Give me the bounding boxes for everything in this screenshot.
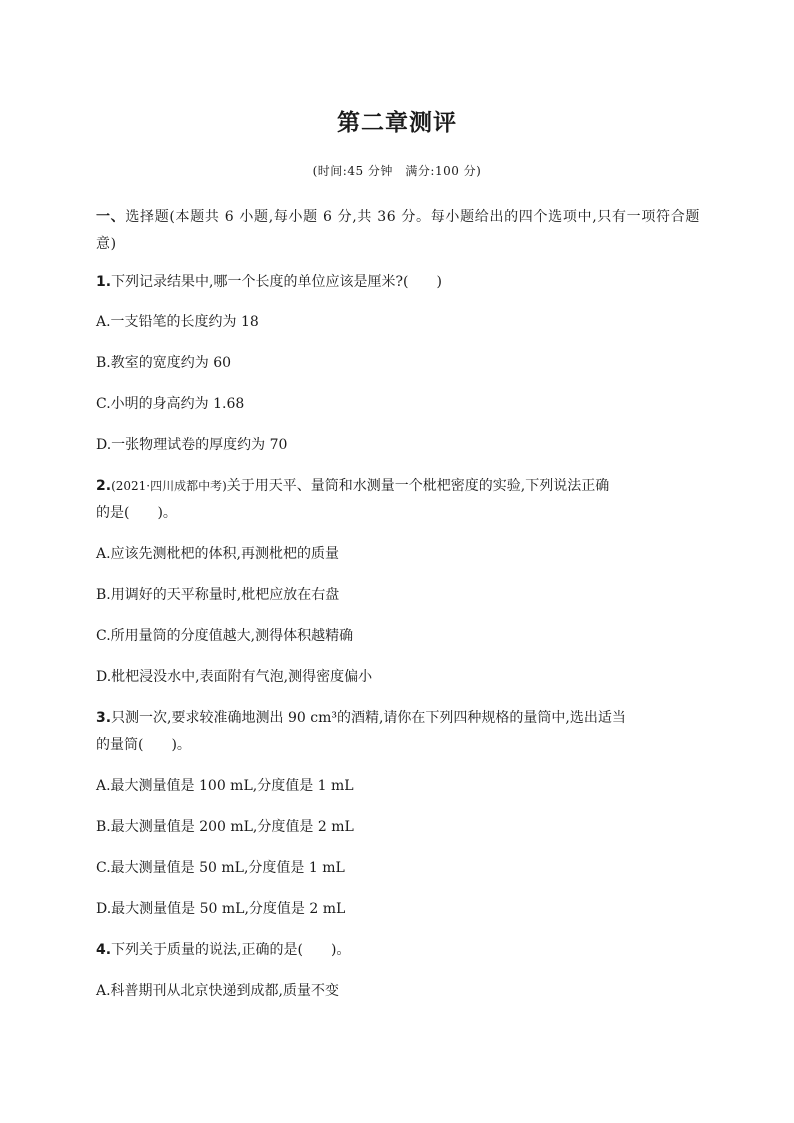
question-1-stem: [96, 272, 442, 292]
question-1-option-c: C.小明的身高约为 1.68: [96, 396, 245, 412]
question-3-option-c: C.最大测量值是 50 mL,分度值是 1 mL: [96, 860, 345, 876]
question-2-stem-line-1: [96, 476, 609, 496]
question-3-stem-line-1: [96, 708, 626, 728]
question-4-stem: [96, 940, 350, 960]
section-text: 选择题(本题共 6 小题,每小题 6 分,共 36 分。每小题给出的四个选项中,只有一项符合题意): [96, 209, 700, 252]
question-text: 下列关于质量的说法,正确的是( )。: [111, 942, 351, 958]
question-2-option-c: C.所用量筒的分度值越大,测得体积越精确: [96, 628, 354, 644]
question-3-stem-line-2: 的量筒( )。: [96, 737, 191, 753]
question-1-option-d: D.一张物理试卷的厚度约为 70: [96, 437, 288, 453]
question-text: 下列记录结果中,哪一个长度的单位应该是厘米?( ): [111, 274, 442, 290]
question-number: 3.: [96, 710, 112, 726]
question-number: 4.: [96, 942, 112, 958]
question-1-option-b: B.教室的宽度约为 60: [96, 355, 232, 371]
question-3-option-a: A.最大测量值是 100 mL,分度值是 1 mL: [96, 778, 354, 794]
question-3-option-b: B.最大测量值是 200 mL,分度值是 2 mL: [96, 819, 354, 835]
section-heading: [96, 204, 700, 258]
exam-info: (时间:45 分钟 满分:100 分): [312, 164, 482, 178]
question-2-stem-line-2: 的是( )。: [96, 505, 177, 521]
question-source: (2021·四川成都中考): [111, 479, 227, 493]
question-4-option-a: A.科普期刊从北京快递到成都,质量不变: [96, 983, 340, 999]
question-1-option-a: A.一支铅笔的长度约为 18: [96, 314, 259, 330]
section-number: 一、: [96, 209, 126, 225]
question-number: 1.: [96, 274, 112, 290]
question-2-option-d: D.枇杷浸没水中,表面附有气泡,测得密度偏小: [96, 669, 373, 685]
question-text: 关于用天平、量筒和水测量一个枇杷密度的实验,下列说法正确: [226, 478, 610, 494]
question-number: 2.: [96, 478, 112, 494]
question-2-option-b: B.用调好的天平称量时,枇杷应放在右盘: [96, 587, 340, 603]
question-text: 只测一次,要求较准确地测出 90 cm³的酒精,请你在下列四种规格的量筒中,选出适当: [111, 710, 626, 726]
page-title: 第二章测评: [337, 110, 457, 136]
question-3-option-d: D.最大测量值是 50 mL,分度值是 2 mL: [96, 901, 346, 917]
question-2-option-a: A.应该先测枇杷的体积,再测枇杷的质量: [96, 546, 340, 562]
